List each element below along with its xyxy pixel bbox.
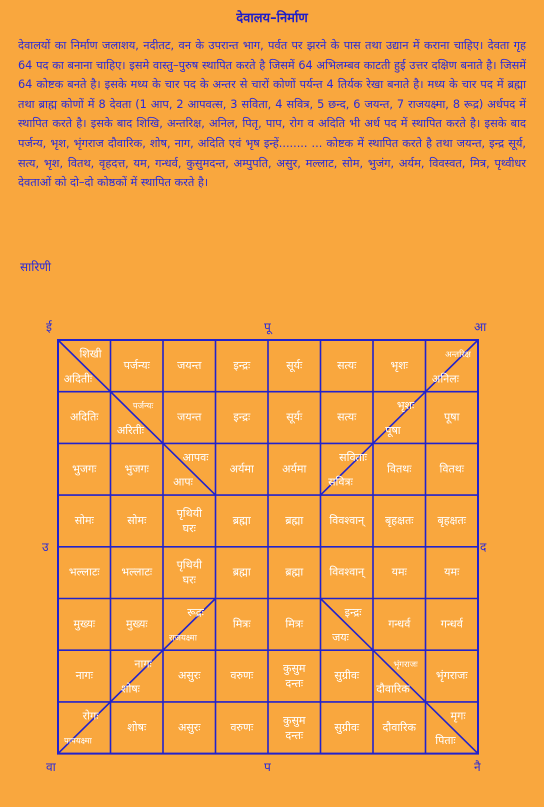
grid-cell-label: बृहक्षतः xyxy=(437,513,467,527)
split-cell-lower-label: दौवारिक xyxy=(376,682,410,696)
grid-cell-label: अर्यमा xyxy=(229,462,254,476)
direction-southwest: वा xyxy=(46,760,56,774)
split-cell-upper-label: अन्तरिक्ष xyxy=(445,349,471,360)
grid-cell-label: सूर्यः xyxy=(286,358,303,372)
split-cell-upper-label: नागः xyxy=(134,657,152,671)
grid-cell-label: भृशः xyxy=(390,358,408,372)
split-cell-lower-label: अदितीः xyxy=(63,372,93,386)
grid-cell-label: पृथियी xyxy=(176,558,202,572)
grid-cell-label: अर्यमा xyxy=(282,462,307,476)
split-cell-lower-label: सवित्रः xyxy=(328,475,353,489)
grid-cell-label: ब्रह्मा xyxy=(285,513,304,527)
split-cell-lower-label: आपः xyxy=(173,475,193,489)
split-cell-lower-label: जयः xyxy=(332,630,349,644)
grid-cell-label: सुग्रीवः xyxy=(334,720,360,734)
grid-cell-label: वितथः xyxy=(387,462,412,476)
grid-cell-label: विवश्वान् xyxy=(329,565,365,579)
grid-cell-label: वरुणः xyxy=(230,669,254,683)
grid-cell-label: सूर्यः xyxy=(286,410,303,424)
grid-cell-label: पूषा xyxy=(444,410,460,424)
split-cell-upper-label: शिखी xyxy=(79,347,102,361)
split-cell-upper-label: भृंगराजः xyxy=(393,660,418,671)
split-cell-upper-label: रूद्रः xyxy=(187,605,204,619)
split-cell-lower-label: पूषा xyxy=(385,423,401,437)
grid-cell-label: भृंगराजः xyxy=(435,669,468,683)
split-cell-upper-label: आपवः xyxy=(182,450,209,464)
split-cell-upper-label: रोगः xyxy=(82,709,99,723)
grid-cell-label: इन्द्रः xyxy=(233,410,251,424)
grid-cell-label: इन्द्रः xyxy=(233,358,251,372)
body-paragraph: देवालयों का निर्माण जलाशय, नदीतट, वन के उपरान्त भाग, पर्वत पर झरने के पास तथा उद्यान में कराना चाहिए। देवता गृह 64 पद का बनाना चाहिए। इसमे वास्तु–पुरुष स्थापित करते है जिसमें 64 अभिलम्बव काटती हुई उत्तर दक्षिण बनाते है। जिसमें 64 कोष्टक बनते है। इसके मध्य के चार पद के अन्तर से चारों कोणों पर्यन्त 4 तिर्यक रेखा बनाते है। मध्य के चार पद में ब्रह्मा तथा ब्राह्म कोणों में 8 देवता (1 आप, 2 आपवत्स, 3 सविता, 4 सवित्र, 5 छन्द, 6 जयन्त, 7 राजयक्ष्मा, 8 रूद्र) अर्धपद में स्थापित करते है। इसके बाद शिखि, अन्तरिक्ष, अनिल, पितृ, पाप, रोग व अदिति भी अर्ध पद में स्थापित करते है। इसके बाद पर्जन्य, भृश, भृंगराज दौवारिक, शोष, नाग, अदिति एवं भृष इन्हें........ ... कोष्टक में स्थापित करते है तथा जयन्त, इन्द्र सूर्य, सत्य, भृश, वितथ, वृहदत्त, यम, गन्धर्व, कुसुमदन्त, अम्पुपति, असुर, मल्लाट, सोम, भुजंग, अर्यम, विवस्वत, मित्र, पृथ्वीधर देवताओं को दो–दो कोष्ठकों में स्थापित करते है। xyxy=(18,39,526,190)
grid-cell-label: भल्लाटः xyxy=(121,565,153,579)
direction-north: पू xyxy=(264,320,271,334)
direction-northeast: आ xyxy=(474,320,487,334)
grid-cell-label: मुख्यः xyxy=(73,617,96,631)
split-cell-upper-label: इन्द्रः xyxy=(344,605,362,619)
grid-cell-label: यमः xyxy=(391,565,407,579)
grid-cell-label: गन्धर्व xyxy=(440,617,463,631)
split-cell-lower-label: शोषः xyxy=(120,682,140,696)
table-caption: सारिणी xyxy=(20,260,52,274)
grid-cell-label: शोषः xyxy=(127,720,147,734)
grid-cell-label: सत्यः xyxy=(337,358,357,372)
grid-cell-label: मित्रः xyxy=(232,617,251,631)
grid-cell-label: पृथियी xyxy=(176,506,202,520)
grid-cell-label: सुग्रीवः xyxy=(334,669,360,683)
grid-cell-label: दौवारिक xyxy=(382,720,416,734)
grid-cell-label: वितथः xyxy=(439,462,464,476)
grid-cell-label: यमः xyxy=(444,565,460,579)
split-cell-upper-label: पर्जन्यः xyxy=(132,401,154,412)
split-cell-lower-label: पापयक्ष्मा xyxy=(64,736,92,747)
grid-cell-label: मित्रः xyxy=(285,617,304,631)
grid-cell-label: गन्धर्व xyxy=(388,617,411,631)
grid-cell-label: विवश्वान् xyxy=(329,513,365,527)
direction-south: प xyxy=(264,760,271,774)
grid-cell-label: भुजगः xyxy=(72,462,97,476)
grid-cell-label: कुसुम xyxy=(283,713,306,727)
grid-cell-label: सोमः xyxy=(127,513,147,527)
grid-cell-label: सोमः xyxy=(74,513,94,527)
grid-cell-label: अदितिः xyxy=(70,410,99,424)
grid-cell-label: दन्तः xyxy=(285,728,304,742)
split-cell-upper-label: मृगः xyxy=(450,709,466,723)
grid-cell-label: भल्लाटः xyxy=(68,565,100,579)
direction-east: द xyxy=(480,540,487,554)
grid-cell-label: वरुणः xyxy=(230,720,254,734)
direction-west: उ xyxy=(42,540,49,554)
grid-cell-label: असुरः xyxy=(177,669,201,683)
grid-cell-label: ब्रह्मा xyxy=(232,513,251,527)
grid-cell-label: पर्जन्यः xyxy=(123,358,150,372)
split-cell-lower-label: अनिलः xyxy=(431,372,459,386)
grid-cell-label: जयन्त xyxy=(177,410,202,424)
grid-cell-label: बृहक्षतः xyxy=(384,513,414,527)
split-cell-lower-label: पिताः xyxy=(435,734,456,748)
split-cell-lower-label: अरितीः xyxy=(116,423,144,437)
split-cell-upper-label: भृशः xyxy=(396,399,415,413)
grid-cell-label: ब्रह्मा xyxy=(285,565,304,579)
grid-cell-label: नागः xyxy=(75,669,93,683)
direction-northwest: ई xyxy=(46,320,52,334)
grid-cell-label: घरः xyxy=(182,521,196,535)
grid-cell-label: भुजगः xyxy=(124,462,149,476)
grid-cell-label: सत्यः xyxy=(337,410,357,424)
grid-cell-label: असुरः xyxy=(177,720,201,734)
grid-cell-label: घरः xyxy=(182,573,196,587)
grid-cell-label: मुख्यः xyxy=(125,617,148,631)
grid-cell-label: दन्तः xyxy=(285,677,304,691)
grid-cell-label: कुसुम xyxy=(283,662,306,676)
split-cell-lower-label: राजयक्ष्मा xyxy=(168,633,197,644)
split-cell-upper-label: सविताः xyxy=(339,450,367,464)
grid-cell-label: जयन्त xyxy=(177,358,202,372)
grid-cell-label: ब्रह्मा xyxy=(232,565,251,579)
page-title: देवालय–निर्माण xyxy=(236,11,308,26)
direction-southeast: नै xyxy=(474,760,481,774)
